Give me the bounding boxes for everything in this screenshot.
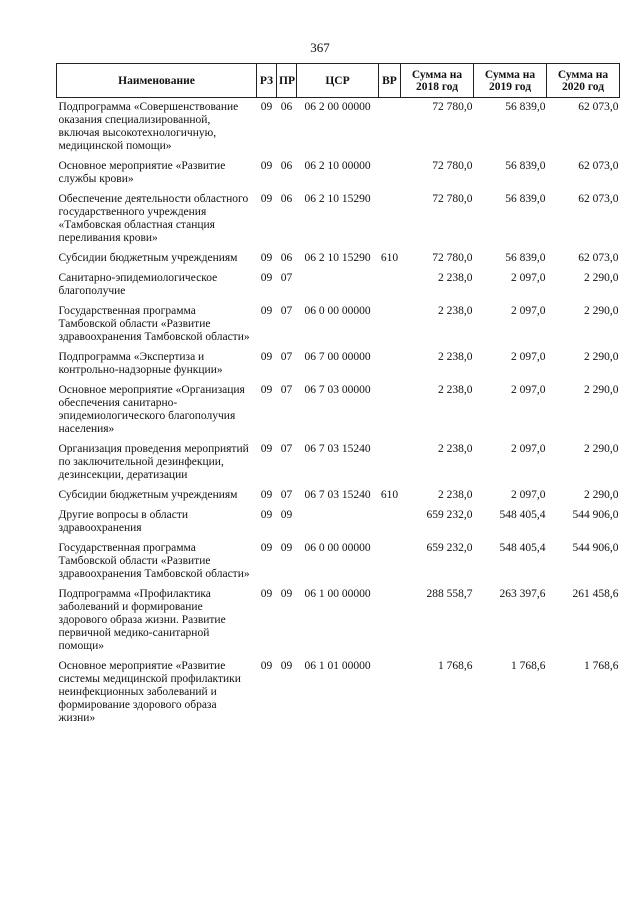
cell-csr: 06 2 10 15290	[304, 252, 371, 264]
cell-sum-2019: 56 839,0	[505, 101, 546, 113]
table-row	[57, 98, 620, 158]
cell-csr: 06 7 03 15240	[304, 443, 371, 455]
header-rz: РЗ	[257, 64, 277, 98]
cell-sum-2018: 72 780,0	[432, 101, 473, 113]
cell-csr: 06 1 00 00000	[304, 588, 371, 600]
cell-rz: 09	[260, 660, 273, 672]
cell-pr: 06	[280, 101, 293, 113]
cell-pr: 06	[280, 193, 293, 205]
cell-csr: 06 7 03 15240	[304, 489, 371, 501]
cell-name: Субсидии бюджетным учреждениям	[58, 252, 238, 264]
cell-sum-2018: 2 238,0	[438, 384, 473, 396]
table-row	[57, 585, 620, 657]
cell-sum-2018: 2 238,0	[438, 443, 473, 455]
cell-sum-2019: 2 097,0	[511, 272, 546, 284]
page-number: 367	[310, 40, 330, 55]
cell-vr	[379, 190, 401, 249]
cell-name: Организация проведения мероприятий по заключительной дезинфекции, дезинсекции, дератизации	[58, 443, 249, 481]
header-csr: ЦСР	[297, 64, 379, 98]
cell-csr: 06 2 10 00000	[304, 160, 371, 172]
cell-csr: 06 7 00 00000	[304, 351, 371, 363]
cell-vr	[379, 302, 401, 348]
cell-rz: 09	[260, 351, 273, 363]
cell-pr: 07	[280, 384, 293, 396]
cell-sum-2020: 2 290,0	[584, 351, 619, 363]
table-row	[57, 348, 620, 381]
cell-vr	[379, 157, 401, 190]
cell-rz: 09	[260, 542, 273, 554]
cell-rz: 09	[260, 160, 273, 172]
cell-pr: 06	[280, 252, 293, 264]
header-pr: ПР	[277, 64, 297, 98]
cell-pr: 09	[280, 509, 293, 521]
cell-vr	[379, 381, 401, 440]
cell-sum-2020: 2 290,0	[584, 305, 619, 317]
cell-pr: 07	[280, 489, 293, 501]
budget-table	[56, 63, 620, 729]
table-row	[57, 506, 620, 539]
table-row	[57, 157, 620, 190]
cell-vr	[379, 539, 401, 585]
cell-name: Подпрограмма «Совершенствование оказания специализированной, включая высокотехнологичную, медицинской помощи»	[58, 101, 239, 152]
table-row	[57, 249, 620, 269]
cell-sum-2019: 2 097,0	[511, 384, 546, 396]
cell-sum-2018: 659 232,0	[426, 542, 473, 554]
cell-sum-2020: 62 073,0	[578, 160, 619, 172]
cell-csr: 06 0 00 00000	[304, 542, 371, 554]
cell-rz: 09	[260, 305, 273, 317]
cell-name: Обеспечение деятельности областного государственного учреждения «Тамбовская областная станция переливания крови»	[58, 193, 249, 244]
cell-sum-2019: 56 839,0	[505, 193, 546, 205]
cell-vr	[379, 657, 401, 729]
cell-rz: 09	[260, 588, 273, 600]
cell-sum-2020: 544 906,0	[572, 542, 619, 554]
cell-vr: 610	[380, 252, 399, 264]
cell-csr: 06 7 03 00000	[304, 384, 371, 396]
cell-vr: 610	[380, 489, 399, 501]
cell-sum-2020: 62 073,0	[578, 101, 619, 113]
cell-sum-2020: 2 290,0	[584, 443, 619, 455]
table-row	[57, 539, 620, 585]
cell-sum-2018: 1 768,6	[438, 660, 473, 672]
cell-name: Субсидии бюджетным учреждениям	[58, 489, 238, 501]
cell-rz: 09	[260, 272, 273, 284]
table-row	[57, 486, 620, 506]
cell-sum-2020: 544 906,0	[572, 509, 619, 521]
cell-csr: 06 0 00 00000	[304, 305, 371, 317]
cell-name: Подпрограмма «Экспертиза и контрольно-надзорные функции»	[58, 351, 223, 376]
cell-sum-2018: 288 558,7	[426, 588, 473, 600]
cell-sum-2019: 2 097,0	[511, 305, 546, 317]
table-row	[57, 190, 620, 249]
cell-sum-2019: 1 768,6	[511, 660, 546, 672]
cell-sum-2018: 2 238,0	[438, 272, 473, 284]
cell-pr: 07	[280, 272, 293, 284]
table-row	[57, 657, 620, 729]
cell-sum-2018: 72 780,0	[432, 193, 473, 205]
table-row	[57, 269, 620, 302]
cell-rz: 09	[260, 489, 273, 501]
cell-vr	[379, 98, 401, 158]
cell-name: Другие вопросы в области здравоохранения	[58, 509, 189, 534]
cell-name: Государственная программа Тамбовской области «Развитие здравоохранения Тамбовской области»	[58, 542, 250, 580]
cell-sum-2018: 659 232,0	[426, 509, 473, 521]
cell-vr	[379, 348, 401, 381]
cell-vr	[379, 269, 401, 302]
header-sum-2020: Сумма на 2020 год	[547, 64, 620, 98]
cell-csr	[297, 506, 379, 539]
cell-name: Государственная программа Тамбовской области «Развитие здравоохранения Тамбовской области»	[58, 305, 250, 343]
cell-sum-2019: 2 097,0	[511, 443, 546, 455]
cell-sum-2019: 263 397,6	[499, 588, 546, 600]
cell-pr: 09	[280, 542, 293, 554]
cell-sum-2019: 2 097,0	[511, 489, 546, 501]
cell-rz: 09	[260, 509, 273, 521]
cell-vr	[379, 440, 401, 486]
table-header	[57, 64, 620, 98]
cell-sum-2020: 2 290,0	[584, 384, 619, 396]
cell-sum-2018: 2 238,0	[438, 351, 473, 363]
cell-sum-2020: 1 768,6	[584, 660, 619, 672]
table-body	[57, 98, 620, 730]
cell-rz: 09	[260, 193, 273, 205]
cell-sum-2020: 261 458,6	[572, 588, 619, 600]
cell-name: Основное мероприятие «Организация обеспечения санитарно-эпидемиологического благополучия населения»	[58, 384, 245, 435]
cell-csr: 06 2 10 15290	[304, 193, 371, 205]
cell-sum-2020: 2 290,0	[584, 489, 619, 501]
header-vr: ВР	[379, 64, 401, 98]
cell-sum-2018: 72 780,0	[432, 252, 473, 264]
cell-pr: 07	[280, 351, 293, 363]
cell-sum-2018: 2 238,0	[438, 305, 473, 317]
cell-pr: 09	[280, 588, 293, 600]
cell-pr: 07	[280, 305, 293, 317]
cell-pr: 09	[280, 660, 293, 672]
cell-vr	[379, 506, 401, 539]
cell-sum-2019: 56 839,0	[505, 252, 546, 264]
cell-sum-2019: 56 839,0	[505, 160, 546, 172]
cell-sum-2019: 2 097,0	[511, 351, 546, 363]
cell-sum-2020: 62 073,0	[578, 193, 619, 205]
cell-name: Основное мероприятие «Развитие службы крови»	[58, 160, 226, 185]
cell-sum-2019: 548 405,4	[499, 509, 546, 521]
table-row	[57, 381, 620, 440]
cell-sum-2018: 72 780,0	[432, 160, 473, 172]
cell-pr: 06	[280, 160, 293, 172]
cell-sum-2020: 2 290,0	[584, 272, 619, 284]
header-sum-2018: Сумма на 2018 год	[401, 64, 474, 98]
cell-rz: 09	[260, 443, 273, 455]
cell-csr: 06 1 01 00000	[304, 660, 371, 672]
table-row	[57, 302, 620, 348]
cell-rz: 09	[260, 252, 273, 264]
cell-rz: 09	[260, 101, 273, 113]
cell-csr: 06 2 00 00000	[304, 101, 371, 113]
cell-csr	[297, 269, 379, 302]
cell-name: Основное мероприятие «Развитие системы медицинской профилактики неинфекционных заболеваний и формирование здорового образа жизни»	[58, 660, 241, 724]
header-row	[57, 64, 620, 98]
cell-sum-2018: 2 238,0	[438, 489, 473, 501]
header-sum-2019: Сумма на 2019 год	[474, 64, 547, 98]
cell-sum-2019: 548 405,4	[499, 542, 546, 554]
cell-name: Подпрограмма «Профилактика заболеваний и формирование здорового образа жизни. Развитие первичной медико-санитарной помощи»	[58, 588, 226, 652]
cell-pr: 07	[280, 443, 293, 455]
header-name: Наименование	[57, 64, 257, 98]
cell-rz: 09	[260, 384, 273, 396]
cell-name: Санитарно-эпидемиологическое благополучие	[58, 272, 218, 297]
cell-vr	[379, 585, 401, 657]
table-row	[57, 440, 620, 486]
cell-sum-2020: 62 073,0	[578, 252, 619, 264]
